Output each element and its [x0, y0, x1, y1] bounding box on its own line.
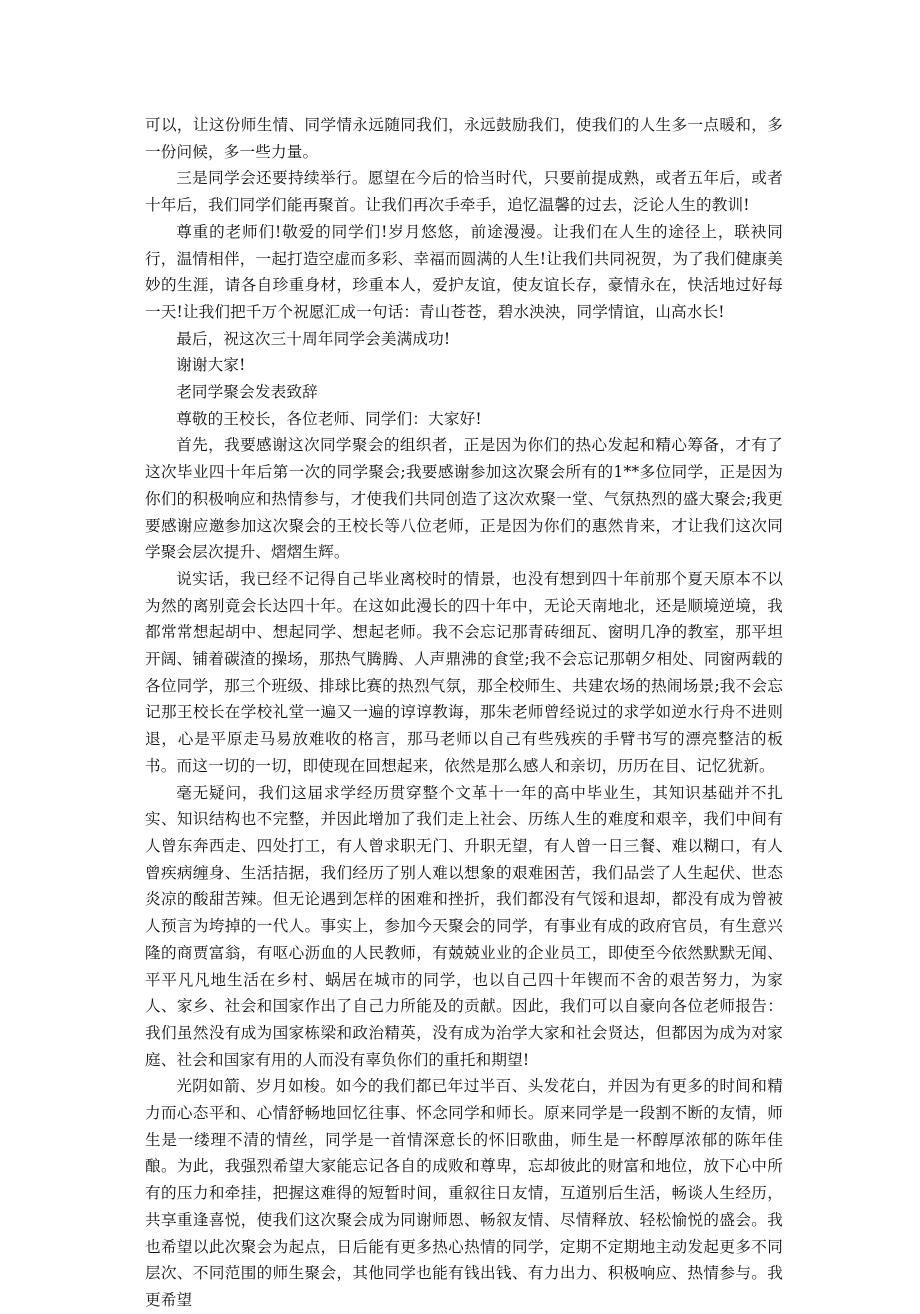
paragraph-11: 光阴如箭、岁月如梭。如今的我们都已年过半百、头发花白，并因为有更多的时间和精力而心态平和、心情舒畅地回忆往事、怀念同学和师长。原来同学是一段割不断的友情，师生是一缕理不清的情丝，同学是一首情深意长的怀旧歌曲，师生是一杯醇厚浓郁的陈年佳酿。为此，我强烈希望大家能忘记各自的成败和尊卑，忘却彼此的财富和地位，放下心中所有的压力和牵挂，把握这难得的短暂时间，重叙往日友情，互道别后生活，畅谈人生经历，共享重逢喜悦，使我们这次聚会成为同谢师恩、畅叙友情、尽情释放、轻松愉悦的盛会。我也希望以此次聚会为起点，日后能有更多热心热情的同学，定期不定期地主动发起更多不同层次、不同范围的师生聚会，其他同学也能有钱出钱、有力出力、积极响应、热情参与。我更希望 [145, 1077, 783, 1309]
section-heading: 老同学聚会发表致辞 [176, 383, 318, 402]
document-body [145, 112, 783, 1314]
paragraph-9: 说实话，我已经不记得自己毕业离校时的情景，也没有想到四十年前那个夏天原本不以为然的离别竟会长达四十年。在这如此漫长的四十年中，无论天南地北，还是顺境逆境，我都常常想起胡中、想起同学、想起老师。我不会忘记那青砖细瓦、窗明几净的教室，那平坦开阔、铺着碳渣的操场，那热气腾腾、人声鼎沸的食堂;我不会忘记那朝夕相处、同窗两载的各位同学，那三个班级、排球比赛的热烈气氛，那全校师生、共建农场的热闹场景;我不会忘记那王校长在学校礼堂一遍又一遍的谆谆教诲，那朱老师曾经说过的求学如逆水行舟不进则退，心是平原走马易放难收的格言，那马老师以自己有些残疾的手臂书写的漂亮整洁的板书。而这一切的一切，即使现在回想起来，依然是那么感人和亲切，历历在目、记忆犹新。 [145, 569, 783, 775]
paragraph-10: 毫无疑问，我们这届求学经历贯穿整个文革十一年的高中毕业生，其知识基础并不扎实、知识结构也不完整，并因此增加了我们走上社会、历练人生的难度和艰辛，我们中间有人曾东奔西走、四处打工，有人曾求职无门、升职无望，有人曾一日三餐、难以糊口，有人曾疾病缠身、生活拮据，我们经历了别人难以想象的艰难困苦，我们品尝了人生起伏、世态炎凉的酸甜苦辣。但无论遇到怎样的困难和挫折，我们都没有气馁和退却，都没有成为曾被人预言为垮掉的一代人。事实上，参加今天聚会的同学，有事业有成的政府官员，有生意兴隆的商贾富翁，有呕心沥血的人民教师，有兢兢业业的企业员工，即使至今依然默默无闻、平平凡凡地生活在乡村、蜗居在城市的同学，也以自己四十年锲而不舍的艰苦努力，为家人、家乡、社会和国家作出了自己力所能及的贡献。因此，我们可以自豪向各位老师报告：我们虽然没有成为国家栋梁和政治精英，没有成为治学大家和社会贤达，但都因为成为对家庭、社会和国家有用的人而没有辜负你们的重托和期望! [145, 783, 783, 1069]
salutation: 尊敬的王校长，各位老师、同学们：大家好! [176, 409, 482, 428]
paragraph-5: 谢谢大家! [176, 356, 246, 375]
paragraph-3: 尊重的老师们!敬爱的同学们!岁月悠悠，前途漫漫。让我们在人生的途径上，联袂同行，温情相伴，一起打造空虚而多彩、幸福而圆满的人生!让我们共同祝贺，为了我们健康美妙的生涯，请各自珍重身材，珍重本人，爱护友谊，使友谊长存，豪情永在，快活地过好每一天!让我们把千万个祝愿汇成一句话：青山苍苍，碧水泱泱，同学情谊，山高水长! [145, 222, 783, 321]
paragraph-4: 最后，祝这次三十周年同学会美满成功! [176, 329, 451, 348]
paragraph-1: 可以，让这份师生情、同学情永远随同我们，永远鼓励我们，使我们的人生多一点暖和，多一份问候，多一些力量。 [145, 116, 783, 161]
paragraph-8: 首先，我要感谢这次同学聚会的组织者，正是因为你们的热心发起和精心筹备，才有了这次毕业四十年后第一次的同学聚会;我要感谢参加这次聚会所有的1**多位同学，正是因为你们的积极响应和热情参与，才使我们共同创造了这次欢聚一堂、气氛热烈的盛大聚会;我更要感谢应邀参加这次聚会的王校长等八位老师，正是因为你们的惠然肯来，才让我们这次同学聚会层次提升、熠熠生辉。 [145, 436, 783, 562]
paragraph-2: 三是同学会还要持续举行。愿望在今后的恰当时代，只要前提成熟，或者五年后，或者十年后，我们同学们能再聚首。让我们再次手牵手，追忆温馨的过去，泛论人生的教训! [145, 169, 783, 215]
